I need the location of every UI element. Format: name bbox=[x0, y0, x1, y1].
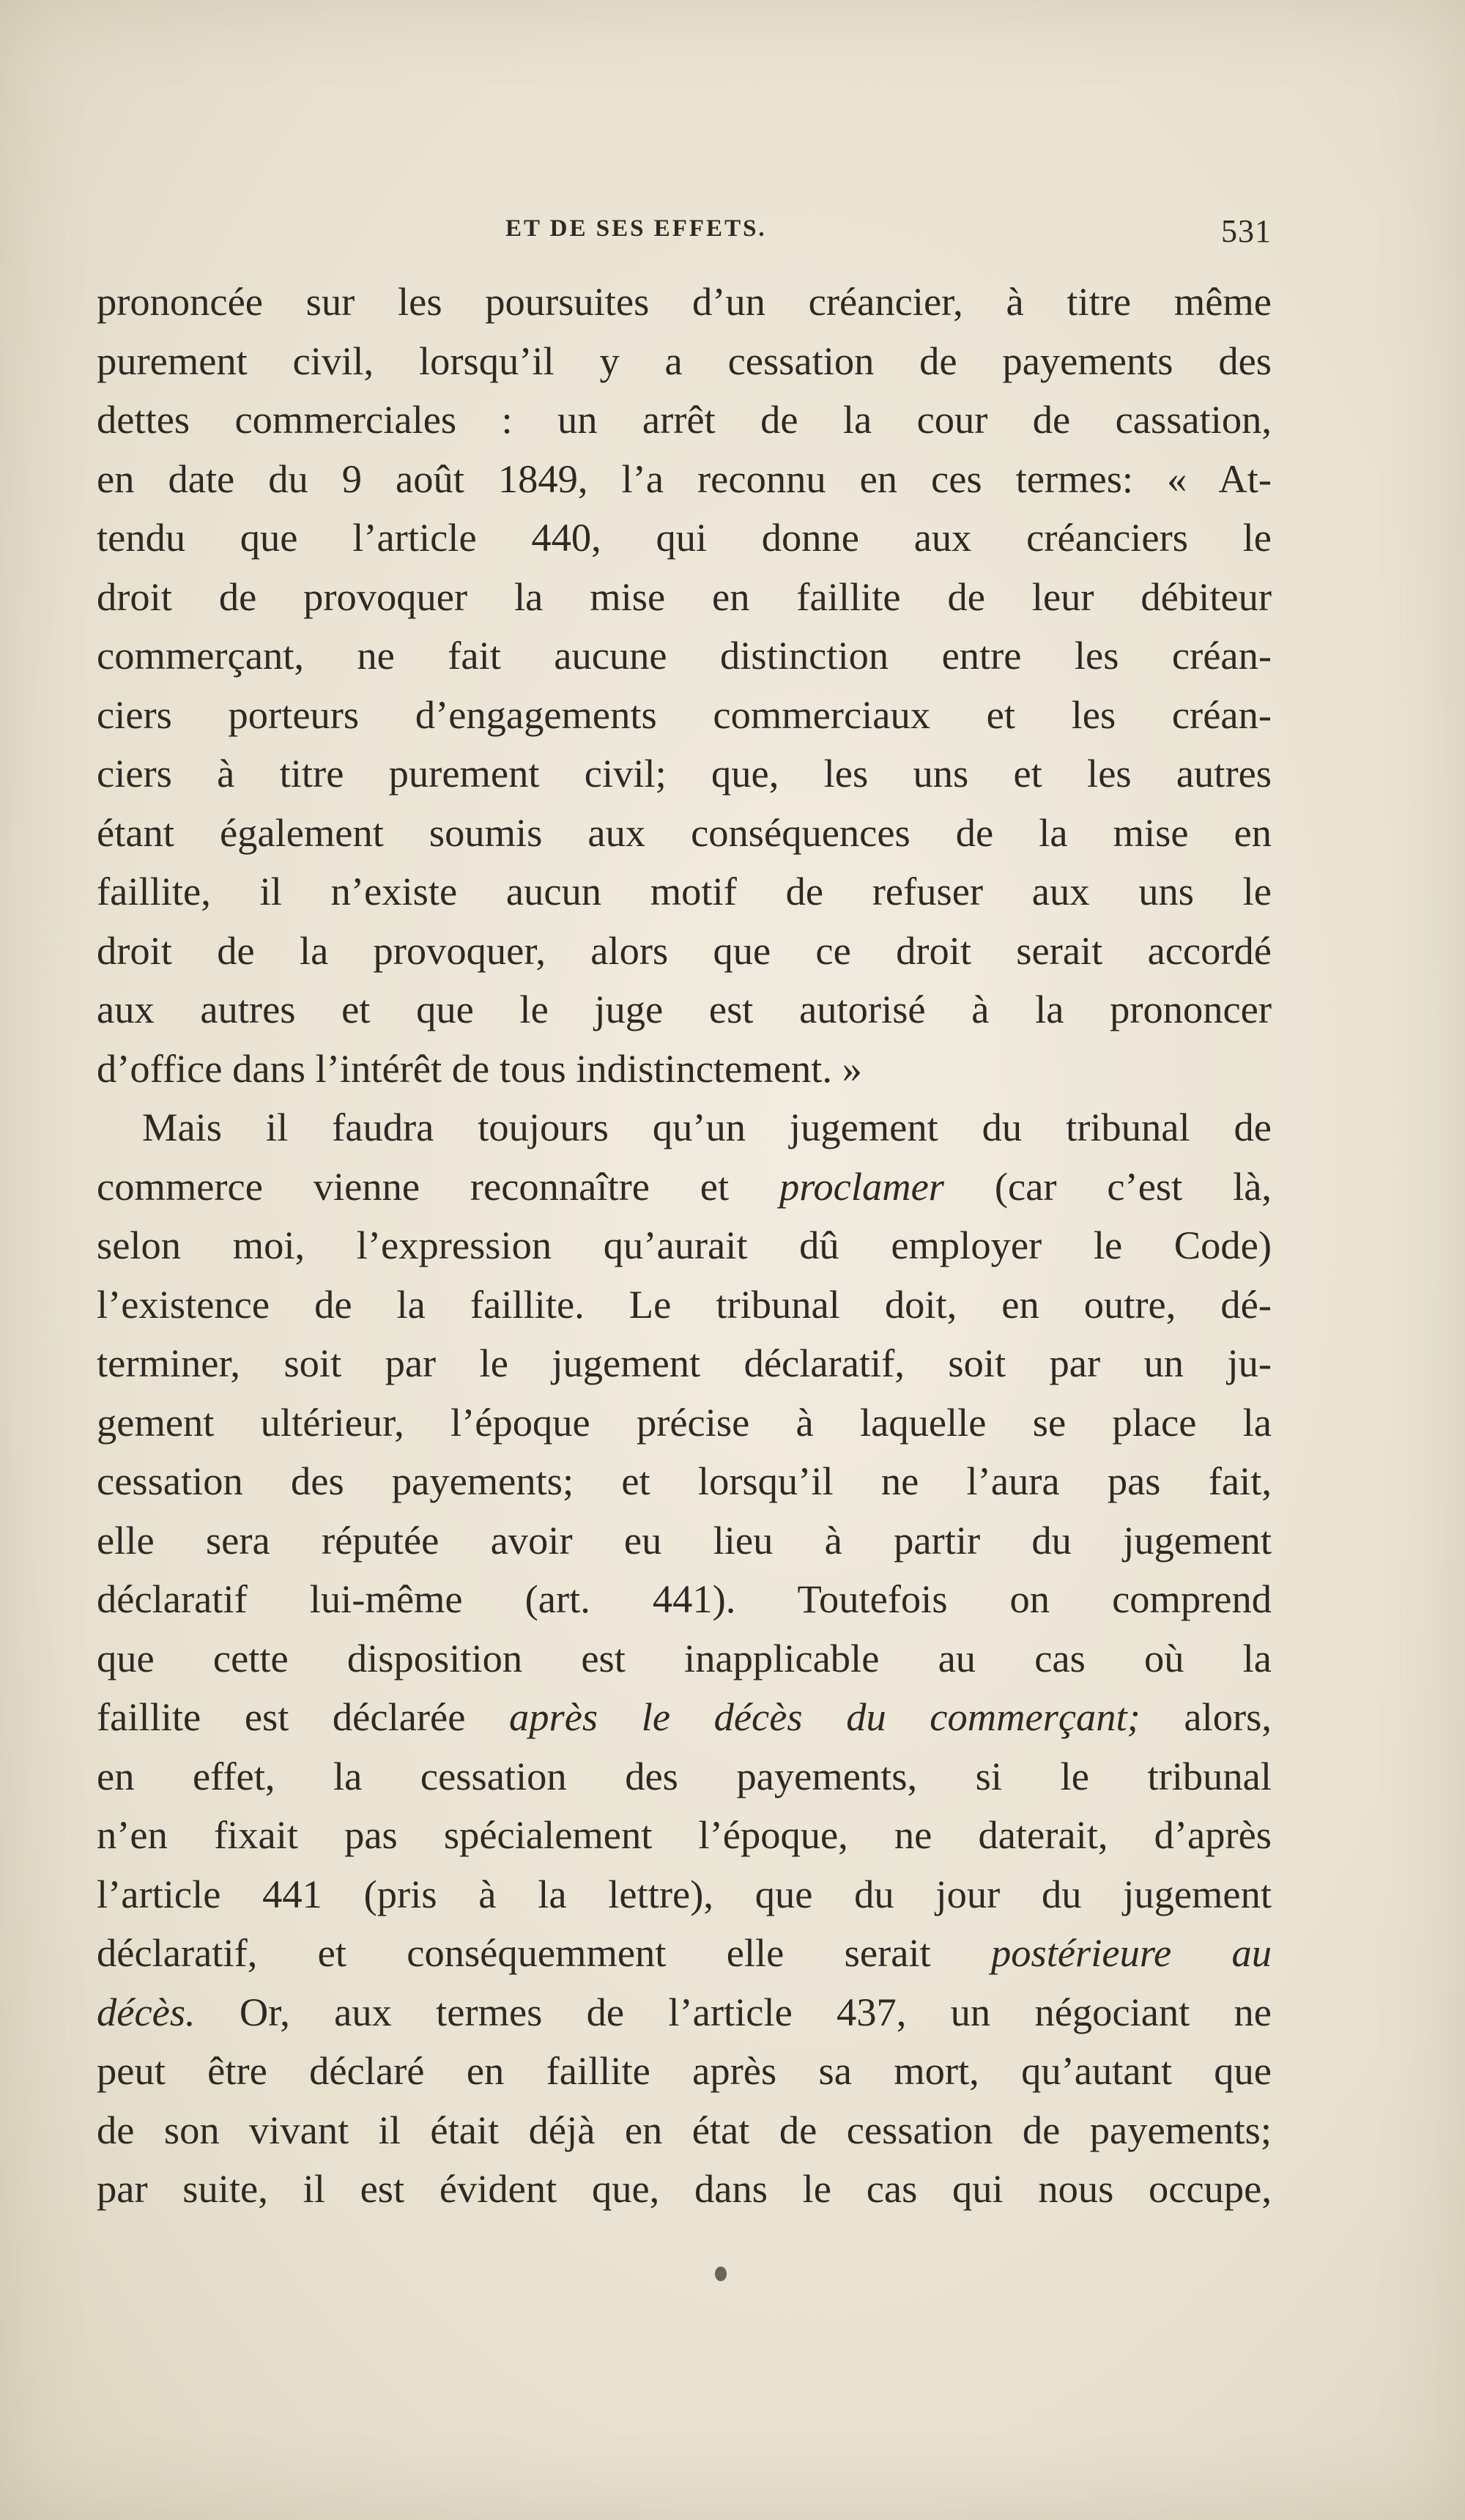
text-line: gement ultérieur, l’époque précise à laquelle se place la bbox=[97, 1399, 1272, 1445]
text-line: Mais il faudra toujours qu’un jugement du tribunal de bbox=[142, 1105, 1272, 1149]
text-line: droit de provoquer la mise en faillite de leur débiteur bbox=[97, 574, 1272, 619]
text-line: selon moi, l’expression qu’aurait dû employer le Code) bbox=[97, 1223, 1272, 1267]
text-line: déclaratif lui-même (art. 441). Toutefois on comprend bbox=[97, 1576, 1272, 1621]
text-line: commerçant, ne fait aucune distinction entre les créan- bbox=[97, 633, 1272, 678]
text-segment: alors, bbox=[1184, 1694, 1272, 1739]
text-line: de son vivant il était déjà en état de cessation de payements; bbox=[97, 2107, 1272, 2152]
text-line bbox=[97, 1983, 1272, 2042]
text-line: ciers à titre purement civil; que, les uns et les autres bbox=[97, 751, 1272, 796]
text-line: l’article 441 (pris à la lettre), que du jour du jugement bbox=[97, 1871, 1272, 1916]
text-line: cessation des payements; et lorsqu’il ne l’aura pas fait, bbox=[97, 1459, 1272, 1503]
text-line: purement civil, lorsqu’il y a cessation de payements des bbox=[97, 338, 1272, 383]
text-segment: déclaratif, et conséquemment elle serait bbox=[97, 1930, 931, 1975]
italic-text: postérieure au bbox=[990, 1930, 1272, 1975]
text-segment: (car c’est là, bbox=[994, 1163, 1272, 1209]
text-line: aux autres et que le juge est autorisé à la prononcer bbox=[97, 987, 1272, 1031]
text-line: faillite, il n’existe aucun motif de refuser aux uns le bbox=[97, 869, 1272, 914]
text-line: terminer, soit par le jugement déclaratif, soit par un ju- bbox=[97, 1341, 1272, 1385]
text-line: d’office dans l’intérêt de tous indistinctement. » bbox=[97, 1045, 862, 1091]
text-line: en date du 9 août 1849, l’a reconnu en ces termes: « At- bbox=[97, 456, 1272, 501]
running-head bbox=[97, 215, 1272, 259]
text-line: étant également soumis aux conséquences de la mise en bbox=[97, 809, 1272, 855]
text-line: n’en fixait pas spécialement l’époque, ne daterait, d’après bbox=[97, 1812, 1272, 1857]
text-line: tendu que l’article 440, qui donne aux créanciers le bbox=[97, 515, 1272, 560]
italic-text: décès. bbox=[97, 1989, 196, 2034]
printer-mark-ornament bbox=[715, 2267, 727, 2281]
text-line bbox=[97, 1157, 1272, 1217]
text-line: dettes commerciales : un arrêt de la cour de cassation, bbox=[97, 397, 1272, 442]
italic-text: après le décès du commerçant; bbox=[509, 1694, 1141, 1739]
running-title: ET DE SES EFFETS. bbox=[505, 215, 767, 242]
text-segment: commerce vienne reconnaître et bbox=[97, 1163, 730, 1209]
text-line: ciers porteurs d’engagements commerciaux et les créan- bbox=[97, 692, 1272, 737]
text-segment: faillite est déclarée bbox=[97, 1694, 466, 1739]
text-line: que cette disposition est inapplicable au cas où la bbox=[97, 1635, 1272, 1680]
body-text bbox=[97, 273, 1272, 2219]
text-line: en effet, la cessation des payements, si le tribunal bbox=[97, 1753, 1272, 1798]
text-line: droit de la provoquer, alors que ce droit serait accordé bbox=[97, 927, 1272, 973]
text-line: par suite, il est évident que, dans le cas qui nous occupe, bbox=[97, 2166, 1272, 2211]
text-line: prononcée sur les poursuites d’un créancier, à titre même bbox=[97, 279, 1272, 324]
text-line bbox=[97, 1688, 1272, 1747]
text-segment: Or, aux termes de l’article 437, un négociant ne bbox=[239, 1989, 1272, 2034]
text-line bbox=[97, 1924, 1272, 1983]
text-line: peut être déclaré en faillite après sa mort, qu’autant que bbox=[97, 2048, 1272, 2093]
text-line: l’existence de la faillite. Le tribunal doit, en outre, dé- bbox=[97, 1281, 1272, 1327]
page-number: 531 bbox=[1221, 213, 1272, 249]
italic-text: proclamer bbox=[779, 1163, 945, 1209]
text-line: elle sera réputée avoir eu lieu à partir du jugement bbox=[97, 1517, 1272, 1563]
